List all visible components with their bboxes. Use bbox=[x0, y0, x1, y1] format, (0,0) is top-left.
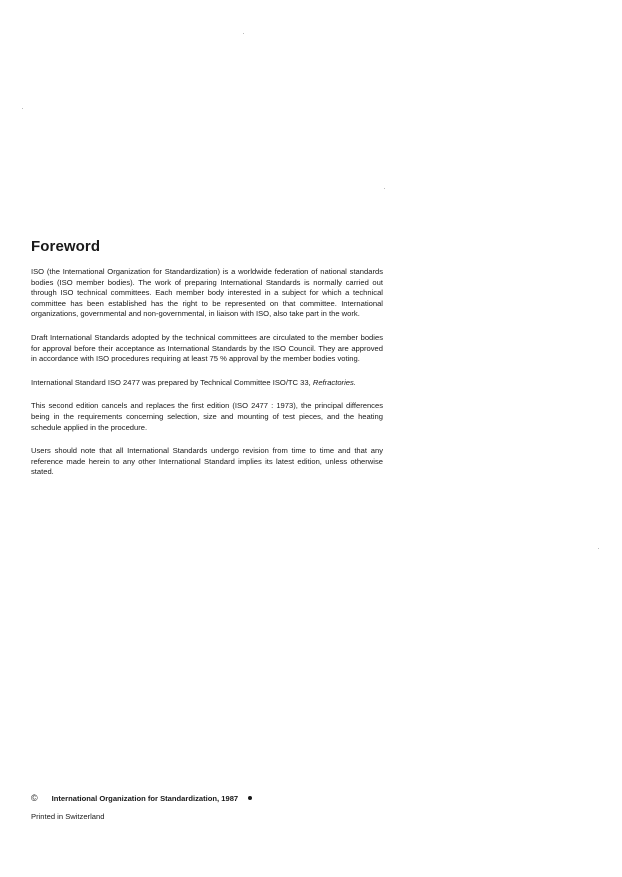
copyright-text: International Organization for Standardization, 1987 bbox=[51, 793, 239, 803]
committee-title: Refractories. bbox=[312, 377, 356, 387]
copyright-line bbox=[31, 793, 431, 803]
foreword-paragraph-3 bbox=[31, 378, 383, 389]
foreword-paragraph-1: ISO (the International Organization for Standardization) is a worldwide federation of national standards bodies (ISO member bodies). The work of preparing International Standards is normally carried out through ISO technical committees. Each member body interested in a subject for which a technical committee has been established has the right to be represented on that committee. International organizations, governmental and non-governmental, in liaison with ISO, also take part in the work. bbox=[31, 267, 383, 319]
printed-in: Printed in Switzerland bbox=[31, 812, 105, 821]
foreword-heading: Foreword bbox=[31, 238, 101, 255]
foreword-paragraph-2: Draft International Standards adopted by the technical committees are circulated to the member bodies for approval before their acceptance as International Standards by the ISO Council. They are approved in accordance with ISO procedures requiring at least 75 % approval by the member bodies voting. bbox=[31, 332, 383, 364]
copyright-symbol: © bbox=[31, 793, 38, 803]
foreword-paragraph-5: Users should note that all International Standards undergo revision from time to time and that any reference made herein to any other International Standard implies its latest edition, unless otherwise stated. bbox=[31, 446, 383, 477]
scan-speck bbox=[598, 548, 599, 549]
scan-speck bbox=[384, 188, 385, 189]
scan-speck bbox=[243, 33, 244, 34]
bullet-icon bbox=[248, 796, 252, 800]
scan-speck bbox=[22, 108, 23, 109]
foreword-section bbox=[31, 238, 383, 491]
foreword-paragraph-3-text: International Standard ISO 2477 was prepared by Technical Committee ISO/TC 33, bbox=[31, 377, 311, 387]
foreword-paragraph-4: This second edition cancels and replaces the first edition (ISO 2477 : 1973), the principal differences being in the requirements concerning selection, size and mounting of test pieces, and the heating schedule applied in the procedure. bbox=[31, 401, 383, 432]
